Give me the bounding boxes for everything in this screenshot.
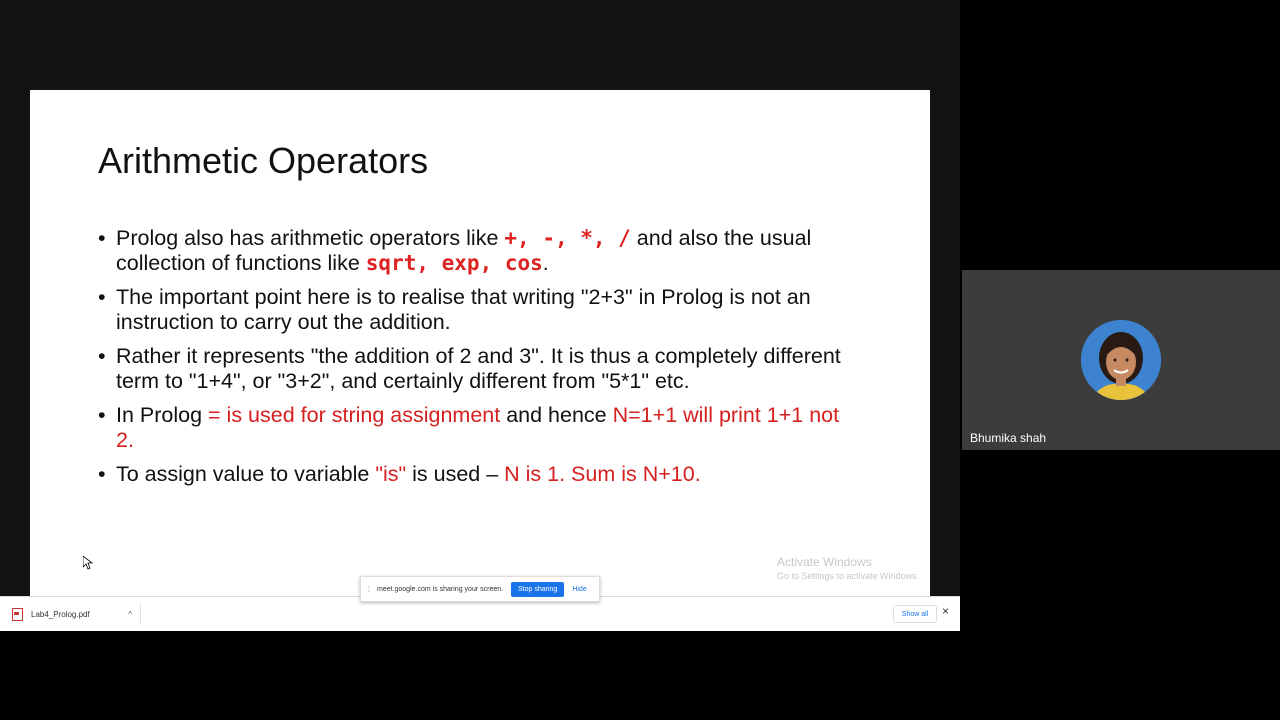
stop-sharing-button[interactable]: Stop sharing xyxy=(511,582,564,597)
top-black-band xyxy=(0,0,960,90)
slide-title: Arithmetic Operators xyxy=(98,140,429,181)
highlight-text: = is used for string assignment xyxy=(208,403,501,427)
download-item[interactable] xyxy=(8,603,141,625)
bullet-addition-term: • Rather it represents "the addition of 2 and 3". It is thus a completely different term to "1+4", or "3+2", and certainly different from "5*1" etc. xyxy=(98,344,858,394)
operators-code: +, -, *, / xyxy=(504,226,631,250)
participant-tile[interactable] xyxy=(962,270,1280,450)
hide-button[interactable]: Hide xyxy=(572,585,587,593)
close-icon[interactable]: × xyxy=(942,604,950,618)
bullet-text: In Prolog xyxy=(116,403,209,427)
bullet-text: and hence xyxy=(500,403,613,427)
presentation-slide xyxy=(30,90,930,596)
bullet-string-assignment xyxy=(98,403,858,453)
pdf-file-icon xyxy=(12,608,23,621)
bullet-text: To assign value to variable xyxy=(116,462,376,486)
show-all-button[interactable]: Show all xyxy=(893,605,937,623)
chevron-up-icon[interactable]: ^ xyxy=(128,609,132,619)
participant-name: Bhumika shah xyxy=(970,431,1047,445)
bullet-important-point: • The important point here is to realise that writing "2+3" in Prolog is not an instruction to carry out the addition. xyxy=(98,285,858,335)
highlight-text: "is" xyxy=(375,462,407,486)
functions-code: sqrt, exp, cos xyxy=(365,251,543,275)
drag-handle-icon[interactable]: ⁞ xyxy=(367,584,371,594)
bullet-list xyxy=(98,226,858,496)
share-message: meet.google.com is sharing your screen. xyxy=(377,585,504,593)
bullet-assign-value xyxy=(98,462,858,487)
watermark-line1: Activate Windows xyxy=(777,555,872,569)
bullet-text: and also the usual collection of functions like xyxy=(116,226,812,275)
bullet-arithmetic-operators xyxy=(98,226,858,276)
bullet-text: Prolog also has arithmetic operators like xyxy=(116,226,505,250)
bullet-text: . xyxy=(542,251,549,275)
activate-windows-watermark xyxy=(777,555,919,581)
download-file-name: Lab4_Prolog.pdf xyxy=(31,609,90,619)
watermark-line2: Go to Settings to activate Windows. xyxy=(777,571,920,581)
highlight-text: N is 1. Sum is N+10. xyxy=(504,462,701,486)
bullet-text: is used – xyxy=(406,462,505,486)
highlight-text: N=1+1 will print 1+1 not 2. xyxy=(116,403,840,452)
screen-share-notification xyxy=(360,576,600,602)
avatar xyxy=(1081,320,1161,400)
